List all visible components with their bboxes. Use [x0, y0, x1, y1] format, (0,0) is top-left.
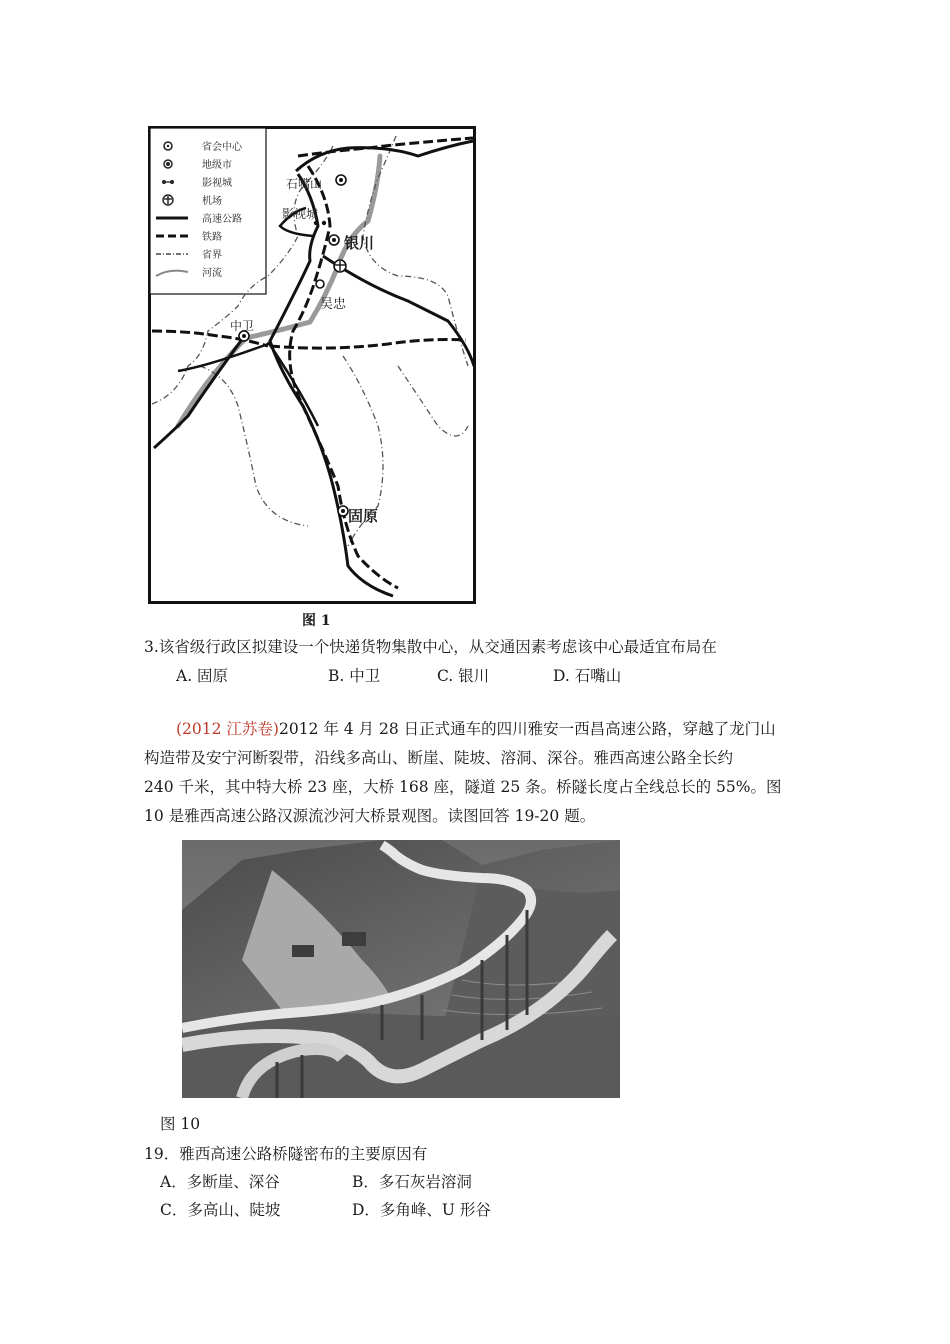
- yinchuan-marker: [329, 235, 339, 245]
- legend-label-capital: 省会中心: [202, 142, 242, 153]
- passage-line-3: 240 千米，其中特大桥 23 座，大桥 168 座，隧道 25 条。桥隧长度占全线总长的 55%。图: [144, 778, 782, 796]
- wuzhong-marker: [316, 280, 324, 288]
- bridge-photo: [182, 840, 620, 1098]
- q19-option-a: A．多断崖、深谷: [160, 1173, 280, 1191]
- q3-option-d: D. 石嘴山: [553, 667, 622, 685]
- passage-text-1: 2012 年 4 月 28 日正式通车的四川雅安一西昌高速公路，穿越了龙门山: [278, 720, 776, 738]
- bridge-photo-art: [182, 840, 620, 1098]
- q3-stem: 3.该省级行政区拟建设一个快递货物集散中心，从交通因素考虑该中心最适宜布局在: [144, 638, 717, 656]
- label-shizuishan: 石嘴山: [286, 177, 323, 191]
- label-guyuan: 固原: [348, 507, 379, 525]
- q19-option-c: C．多高山、陡坡: [160, 1201, 281, 1219]
- legend-label-film-city: 影视城: [202, 178, 232, 189]
- photo-caption: 图 10: [160, 1115, 201, 1133]
- passage-line-1: [176, 715, 776, 744]
- q3-option-a: A. 固原: [176, 667, 229, 685]
- legend-label-railway: 铁路: [202, 232, 222, 243]
- airport-marker: [334, 260, 346, 272]
- legend-label-city: 地级市: [202, 160, 232, 171]
- label-zhongwei: 中卫: [230, 319, 255, 333]
- passage-source: (2012 江苏卷): [176, 720, 279, 738]
- map-caption: 图 1: [302, 613, 331, 629]
- guyuan-marker: [338, 506, 348, 516]
- legend-label-boundary: 省界: [202, 250, 222, 261]
- q3-option-c: C. 银川: [437, 667, 490, 685]
- label-wuzhong: 吴忠: [320, 297, 347, 312]
- q3-option-b: B. 中卫: [328, 667, 381, 685]
- q19-option-b: B．多石灰岩溶洞: [352, 1173, 472, 1191]
- q19-option-d: D．多角峰、U 形谷: [352, 1201, 491, 1219]
- legend-label-airport: 机场: [202, 196, 222, 207]
- legend-label-river: 河流: [202, 268, 222, 279]
- map-figure: [148, 126, 476, 604]
- passage-line-2: 构造带及安宁河断裂带，沿线多高山、断崖、陡坡、溶洞、深谷。雅西高速公路全长约: [144, 749, 734, 767]
- ningxia-map: [148, 126, 476, 604]
- passage-line-4: 10 是雅西高速公路汉源流沙河大桥景观图。读图回答 19-20 题。: [144, 807, 596, 825]
- q19-stem: 19．雅西高速公路桥隧密布的主要原因有: [144, 1145, 428, 1163]
- label-yingshicheng: 影视城: [282, 207, 319, 221]
- legend-label-highway: 高速公路: [202, 214, 242, 225]
- shizuishan-marker: [336, 175, 346, 185]
- label-yinchuan: 银川: [344, 234, 375, 252]
